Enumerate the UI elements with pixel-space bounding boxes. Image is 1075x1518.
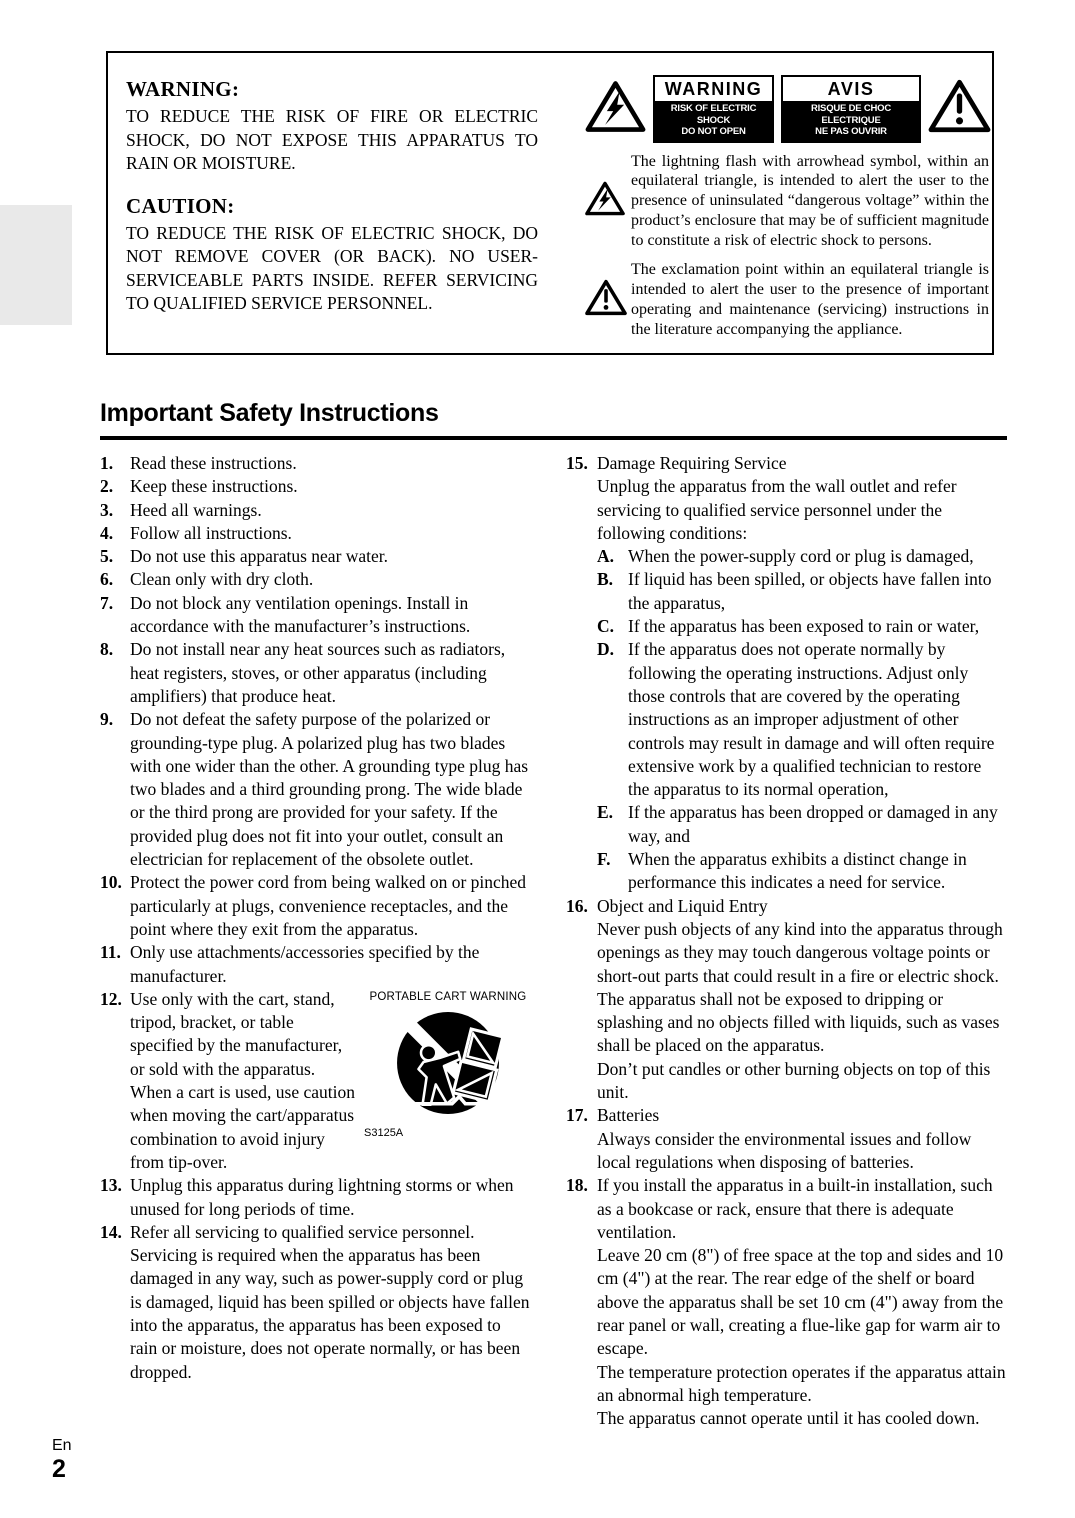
item-text: Only use attachments/accessories specified by the manufacturer. bbox=[130, 942, 480, 986]
item-text: Heed all warnings. bbox=[130, 499, 262, 520]
item-text: Clean only with dry cloth. bbox=[130, 569, 314, 590]
item-number: 17. bbox=[566, 1105, 588, 1126]
portable-cart-warning-figure bbox=[364, 990, 532, 1146]
item-lead: Damage Requiring Service bbox=[597, 453, 787, 473]
item-number: 10. bbox=[100, 872, 122, 893]
warning-box bbox=[106, 51, 994, 355]
warning-label-en bbox=[653, 75, 774, 143]
list-item-17 bbox=[566, 1104, 1007, 1174]
item-number: 7. bbox=[100, 592, 114, 613]
warning-caution-column bbox=[126, 77, 538, 334]
list-item-12 bbox=[100, 988, 532, 1174]
item-number: 3. bbox=[100, 499, 114, 520]
item-paragraph: If you install the apparatus in a built-in installation, such as a bookcase or rack, ensure that there is adequate ventilation. bbox=[597, 1175, 993, 1242]
list-item-9 bbox=[100, 708, 532, 871]
cart-warning-icon bbox=[364, 1010, 532, 1122]
list-item-2 bbox=[100, 475, 532, 498]
item-number: 18. bbox=[566, 1175, 588, 1196]
list-item-8 bbox=[100, 638, 532, 708]
item-paragraph: Don’t put candles or other burning objects on top of this unit. bbox=[597, 1058, 991, 1103]
item-number: 4. bbox=[100, 522, 114, 543]
list-item-1 bbox=[100, 452, 532, 475]
item-paragraph: The apparatus shall not be exposed to dripping or splashing and no objects filled with liquids, such as vases shall be placed on the apparatus. bbox=[597, 988, 1000, 1056]
sub-item-a bbox=[597, 545, 1007, 568]
avis-label-line2: NE PAS OUVRIR bbox=[815, 126, 887, 137]
avis-label-fr bbox=[781, 75, 921, 143]
sub-item-text: When the apparatus exhibits a distinct change in performance this indicates a need for service. bbox=[628, 849, 967, 893]
cart-warning-code: S3125A bbox=[364, 1127, 404, 1140]
page-number: 2 bbox=[52, 1455, 66, 1483]
list-item-4 bbox=[100, 522, 532, 545]
item-paragraph: Unplug the apparatus from the wall outlet and refer servicing to qualified service personnel under the following conditions: bbox=[597, 476, 957, 543]
avis-label-line1: RISQUE DE CHOC ELECTRIQUE bbox=[810, 103, 892, 126]
list-item-10 bbox=[100, 871, 532, 941]
sub-item-text: If the apparatus has been exposed to rain or water, bbox=[628, 616, 980, 637]
item-paragraph: Never push objects of any kind into the apparatus through openings as they may touch dangerous voltage points or short-out parts that could result in a fire or electric shock. bbox=[597, 918, 1003, 986]
item-number: 14. bbox=[100, 1221, 122, 1242]
sub-item-text: If liquid has been spilled, or objects have fallen into the apparatus, bbox=[628, 569, 992, 613]
sub-item-c bbox=[597, 615, 1007, 638]
sub-item-d bbox=[597, 638, 1007, 801]
instructions-column-right bbox=[566, 452, 1007, 1430]
item-number: 8. bbox=[100, 639, 114, 660]
item-text: Follow all instructions. bbox=[130, 522, 292, 543]
item-number: 5. bbox=[100, 546, 114, 567]
list-item-16 bbox=[566, 895, 1007, 1105]
item-lead: Object and Liquid Entry bbox=[597, 895, 768, 916]
item-text: Do not install near any heat sources such as radiators, heat registers, stoves, or other apparatus (including amplifiers) that produce heat. bbox=[130, 639, 506, 706]
warning-text: TO REDUCE THE RISK OF FIRE OR ELECTRIC SHOCK, DO NOT EXPOSE THIS APPARATUS TO RAIN OR MOISTURE. bbox=[126, 106, 538, 173]
item-paragraph: The temperature protection operates if the apparatus attain an abnormal high temperature. bbox=[597, 1361, 1006, 1405]
item-lead: Batteries bbox=[597, 1105, 660, 1126]
sub-item-text: If the apparatus does not operate normally by following the operating instructions. Adjust only those controls that are covered by the operating instructions as an improper adjustment of other controls may result in damage and will often require extensive work by a qualified technician to restore the apparatus to its normal operation, bbox=[628, 639, 995, 800]
sub-item-b bbox=[597, 568, 1007, 615]
list-item-14 bbox=[100, 1221, 532, 1384]
item-text: Read these instructions. bbox=[130, 453, 297, 473]
item-number: 9. bbox=[100, 709, 114, 730]
sub-item-letter: D. bbox=[597, 639, 615, 660]
item-text: Protect the power cord from being walked on or pinched particularly at plugs, convenience receptacles, and the point where they exit from the apparatus. bbox=[130, 872, 527, 939]
item-text: Do not defeat the safety purpose of the polarized or grounding-type plug. A polarized plug has two blades with one wider than the other. A grounding type plug has two blades and a third grounding prong. The wide blade or the third prong are provided for your safety. If the provided plug does not fit into your outlet, consult an electrician for replacement of the obsolete outlet. bbox=[130, 709, 529, 870]
item-number: 13. bbox=[100, 1175, 122, 1196]
item-text: Unplug this apparatus during lightning storms or when unused for long periods of time. bbox=[130, 1175, 514, 1219]
sub-item-letter: E. bbox=[597, 802, 614, 823]
sub-item-letter: B. bbox=[597, 569, 614, 590]
list-item-15 bbox=[566, 452, 1007, 895]
item-text: Refer all servicing to qualified service personnel. Servicing is required when the apparatus has been damaged in any way, such as power-supply cord or plug is damaged, liquid has been spilled or objects have fallen into the apparatus, the apparatus has been exposed to rain or moisture, does not operate normally, or has been dropped. bbox=[130, 1221, 530, 1382]
item-number: 11. bbox=[100, 942, 121, 963]
warning-label-line1: RISK OF ELECTRIC SHOCK bbox=[670, 103, 757, 126]
list-item-3 bbox=[100, 499, 532, 522]
list-item-6 bbox=[100, 568, 532, 591]
list-item-11 bbox=[100, 941, 532, 988]
item-paragraph: Leave 20 cm (8") of free space at the top and sides and 10 cm (4") at the rear. The rear edge of the shelf or board above the apparatus shall be set 10 cm (4") away from the rear panel or wall, creating a flue-like gap for warm air to escape. bbox=[597, 1245, 1004, 1359]
item-text: Do not use this apparatus near water. bbox=[130, 546, 389, 567]
sub-item-letter: C. bbox=[597, 616, 615, 637]
item-number: 15. bbox=[566, 453, 588, 473]
avis-label-subtext bbox=[783, 101, 919, 141]
item-number: 12. bbox=[100, 988, 122, 1009]
sub-item-letter: A. bbox=[597, 546, 615, 567]
sub-item-f bbox=[597, 848, 1007, 895]
item-number: 2. bbox=[100, 476, 114, 497]
sub-item-letter: F. bbox=[597, 849, 611, 870]
warning-title: WARNING: bbox=[126, 77, 240, 101]
lightning-triangle-icon bbox=[585, 78, 646, 140]
sub-item-e bbox=[597, 801, 1007, 848]
list-item-18 bbox=[566, 1174, 1007, 1430]
hazard-symbols-row bbox=[585, 75, 989, 143]
cart-warning-title: PORTABLE CART WARNING bbox=[369, 990, 527, 1003]
caution-title: CAUTION: bbox=[126, 193, 235, 218]
lightning-note-text: The lightning flash with arrowhead symbol, within an equilateral triangle, is intended to alert the user to the presence of uninsulated “dangerous voltage” within the product’s enclosure that may be of sufficient magnitude to constitute a risk of electric shock to persons. bbox=[631, 152, 989, 249]
warning-label-subtext bbox=[655, 101, 772, 141]
exclamation-note-text: The exclamation point within an equilateral triangle is intended to alert the user to the presence of important operating and maintenance (servicing) instructions in the literature accompanying the appliance. bbox=[631, 261, 989, 338]
exclamation-note-row bbox=[585, 260, 989, 339]
caution-text: TO REDUCE THE RISK OF ELECTRIC SHOCK, DO NOT REMOVE COVER (OR BACK). NO USER-SERVICEABLE PARTS INSIDE. REFER SERVICING TO QUALIFIED SERVICE PERSONNEL. bbox=[126, 222, 538, 313]
item-number: 6. bbox=[100, 569, 114, 590]
item-paragraph: Always consider the environmental issues and follow local regulations when disposing of batteries. bbox=[597, 1128, 972, 1172]
lightning-note-row bbox=[585, 152, 989, 251]
item-text: Keep these instructions. bbox=[130, 476, 298, 497]
exclamation-triangle-small-icon bbox=[585, 278, 631, 322]
instructions-column-left bbox=[100, 452, 532, 1384]
list-item-13 bbox=[100, 1174, 532, 1221]
title-rule bbox=[100, 436, 1007, 440]
exclamation-triangle-icon bbox=[928, 76, 991, 141]
lightning-triangle-small-icon bbox=[585, 180, 631, 222]
avis-label-title: AVIS bbox=[827, 79, 875, 99]
list-item-5 bbox=[100, 545, 532, 568]
item-text: Use only with the cart, stand, tripod, bracket, or table specified by the manufacturer, or sold with the apparatus. When a cart is used, use caution when moving the cart/apparatus combination to avoid injury from tip-over. bbox=[130, 988, 355, 1172]
page-number-block bbox=[52, 1437, 72, 1483]
item-text: Do not block any ventilation openings. Install in accordance with the manufacturer’s instructions. bbox=[130, 592, 471, 637]
list-item-7 bbox=[100, 592, 532, 639]
item-number: 1. bbox=[100, 453, 114, 473]
sub-item-text: When the power-supply cord or plug is damaged, bbox=[628, 546, 974, 567]
page-title: Important Safety Instructions bbox=[100, 399, 439, 427]
page-language: En bbox=[52, 1437, 72, 1454]
item-number: 16. bbox=[566, 895, 588, 916]
left-edge-tab bbox=[0, 205, 72, 325]
sub-item-text: If the apparatus has been dropped or damaged in any way, and bbox=[628, 802, 998, 846]
item-paragraph: The apparatus cannot operate until it has cooled down. bbox=[597, 1408, 980, 1429]
warning-label-line2: DO NOT OPEN bbox=[681, 126, 746, 137]
warning-label-title: WARNING bbox=[664, 79, 763, 99]
symbol-explanation-column bbox=[585, 75, 989, 350]
